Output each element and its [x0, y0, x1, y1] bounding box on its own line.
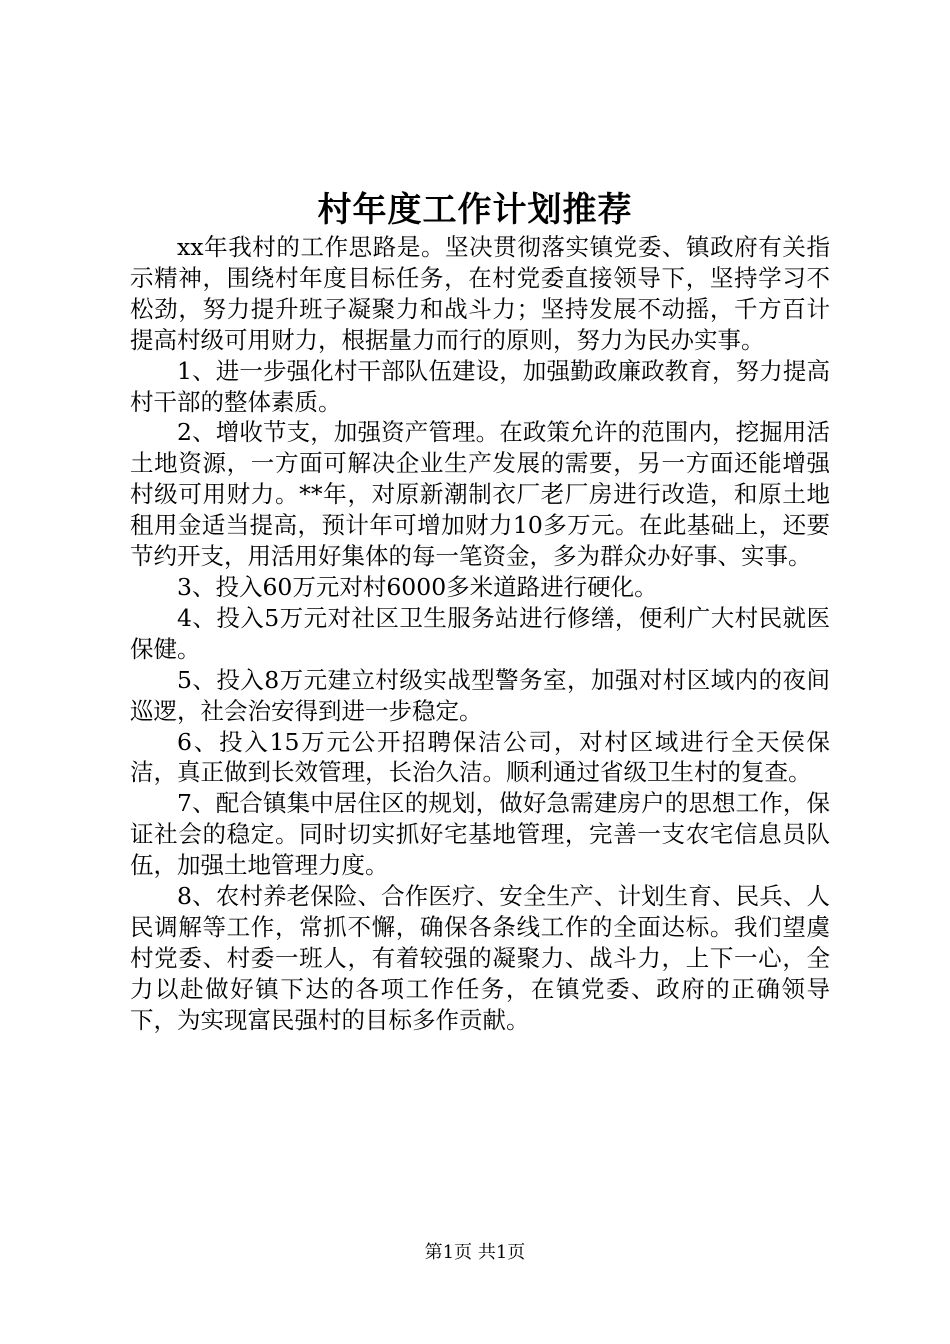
document-body [130, 232, 830, 1036]
paragraph-item-7: 7、配合镇集中居住区的规划，做好急需建房户的思想工作，保证社会的稳定。同时切实抓好宅基地管理，完善一支农宅信息员队伍，加强土地管理力度。 [130, 789, 830, 880]
page-number-footer: 第1页 共1页 [424, 1242, 526, 1263]
paragraph-item-3: 3、投入60万元对村6000多米道路进行硬化。 [177, 572, 658, 601]
document-title: 村年度工作计划推荐 [317, 190, 633, 230]
paragraph-item-5: 5、投入8万元建立村级实战型警务室，加强对村区域内的夜间巡逻，社会治安得到进一步稳定。 [130, 665, 830, 725]
paragraph-item-4: 4、投入5万元对社区卫生服务站进行修缮，便利广大村民就医保健。 [130, 603, 830, 663]
paragraph-item-6: 6、投入15万元公开招聘保洁公司，对村区域进行全天侯保洁，真正做到长效管理，长治久洁。顺利通过省级卫生村的复查。 [130, 727, 830, 787]
paragraph-item-8: 8、农村养老保险、合作医疗、安全生产、计划生育、民兵、人民调解等工作，常抓不懈，确保各条线工作的全面达标。我们望虞村党委、村委一班人，有着较强的凝聚力、战斗力，上下一心，全力以赴做好镇下达的各项工作任务，在镇党委、政府的正确领导下，为实现富民强村的目标多作贡献。 [130, 882, 830, 1034]
paragraph-item-1: 1、进一步强化村干部队伍建设，加强勤政廉政教育，努力提高村干部的整体素质。 [130, 356, 830, 416]
paragraph-item-2: 2、增收节支，加强资产管理。在政策允许的范围内，挖掘用活土地资源，一方面可解决企业生产发展的需要，另一方面还能增强村级可用财力。**年，对原新潮制衣厂老厂房进行改造，和原土地租用金适当提高，预计年可增加财力10多万元。在此基础上，还要节约开支，用活用好集体的每一笔资金，多为群众办好事、实事。 [130, 418, 830, 571]
paragraph-intro: xx年我村的工作思路是。坚决贯彻落实镇党委、镇政府有关指示精神，围绕村年度目标任务，在村党委直接领导下，坚持学习不松劲，努力提升班子凝聚力和战斗力；坚持发展不动摇，千方百计提高村级可用财力，根据量力而行的原则，努力为民办实事。 [130, 233, 830, 354]
